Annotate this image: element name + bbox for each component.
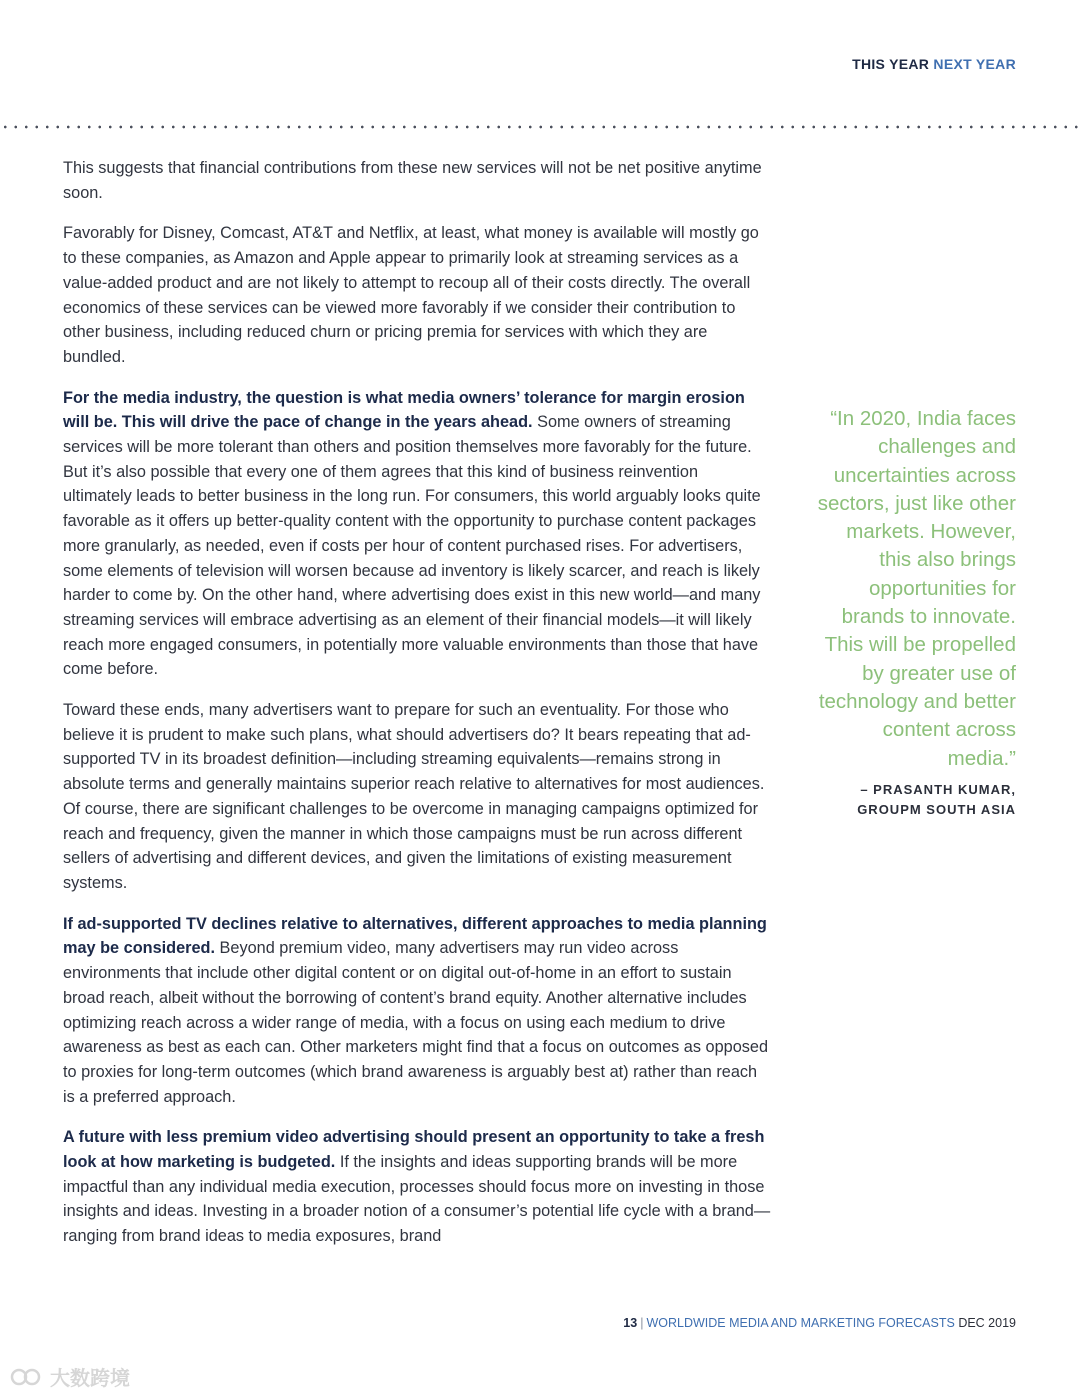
watermark-logo-icon [10, 1365, 44, 1389]
page-footer [623, 1316, 1016, 1330]
paragraph-3 [63, 386, 771, 682]
paragraph-6-body: If the insights and ideas supporting brands will be more impactful than any individual media execution, processes should focus more on investing in those insights and ideas. Investing in a broader notion of a consumer’s potential life cycle with a brand—ranging from brand ideas to media exposures, brand [63, 1153, 771, 1246]
attribution-org: GROUPM SOUTH ASIA [857, 802, 1016, 817]
paragraph-3-body: Some owners of streaming services will be more tolerant than others and position themselves more favorably for the future. But it’s also possible that every one of them agrees that this kind of business reinvention ultimately leads to better business in the long run. For consumers, this world arguably looks quite favorable as it offers up better-quality content with the opportunity to purchase content packages more granularly, as needed, even if costs per hour of content purchased rises. For advertisers, some elements of television will worsen because ad inventory is likely scarcer, and reach is likely harder to come by. On the other hand, where advertising does exist in this new world—and many streaming services will embrace advertising as an element of their financial models—it will likely reach more engaged consumers, in potentially more valuable environments than those that have come before. [63, 413, 761, 679]
paragraph-1: This suggests that financial contributions from these new services will not be net positive anytime soon. [63, 159, 762, 202]
watermark [10, 1362, 130, 1391]
attribution-name: – PRASANTH KUMAR, [860, 782, 1016, 797]
paragraph-2: Favorably for Disney, Comcast, AT&T and Netflix, at least, what money is available will mostly go to these companies, as Amazon and Apple appear to primarily look at streaming services as a value-added product and are not likely to attempt to recoup all of their costs directly. The overall economics of these services can be viewed more favorably if we consider their contribution to other business, including reduced churn or pricing premia for services with which they are bundled. [63, 224, 759, 366]
paragraph-5 [63, 912, 771, 1110]
quote-attribution [786, 780, 1016, 820]
paragraph-3-lead: For the media industry, the question is what media owners’ tolerance for margin erosion will be. This will drive the pace of change in the years ahead. [63, 388, 745, 432]
header-next-year: NEXT YEAR [933, 56, 1016, 72]
publication-date: DEC 2019 [958, 1316, 1016, 1330]
body-text [63, 156, 771, 1265]
header-this-year: THIS YEAR [852, 56, 930, 72]
paragraph-4: Toward these ends, many advertisers want to prepare for such an eventuality. For those who believe it is prudent to make such plans, what should advertisers do? It bears repeating that ad-supported TV in its broadest definition—including streaming equivalents—remains strong in absolute terms and generally maintains superior reach relative to alternatives for most audiences. Of course, there are significant challenges to be overcome in managing campaigns optimized for reach and frequency, given the manner in which those campaigns must be run across different sellers of advertising and different devices, and given the limitations of existing measurement systems. [63, 701, 765, 892]
footer-separator: | [640, 1316, 644, 1330]
watermark-text: 大数跨境 [50, 1368, 130, 1390]
publication-title: WORLDWIDE MEDIA AND MARKETING FORECASTS [646, 1316, 955, 1330]
pull-quote: “In 2020, India faces challenges and uncertainties across sectors, just like other markets. However, this also brings opportunities for brands to innovate. This will be propelled by greater use of technology and better content across media.” [817, 407, 1016, 770]
paragraph-6-lead: A future with less premium video advertising should present an opportunity to take a fresh look at how marketing is budgeted. [63, 1128, 765, 1172]
page-number: 13 [623, 1316, 638, 1330]
paragraph-5-lead: If ad-supported TV declines relative to alternatives, different approaches to media planning may be considered. [63, 914, 767, 958]
paragraph-5-body: Beyond premium video, many advertisers may run video across environments that include other digital content or on digital out-of-home in an effort to sustain broad reach, albeit without the borrowing of content’s brand equity. Another alternative includes optimizing reach across a wider range of media, with a focus on using each medium to drive awareness as best as each can. Other marketers might find that a focus on outcomes as opposed to proxies for long-term outcomes (which brand awareness is arguably best at) rather than reach is a preferred approach. [63, 939, 768, 1106]
dotted-divider [0, 124, 1080, 130]
paragraph-6 [63, 1125, 771, 1249]
section-header [852, 56, 1016, 72]
